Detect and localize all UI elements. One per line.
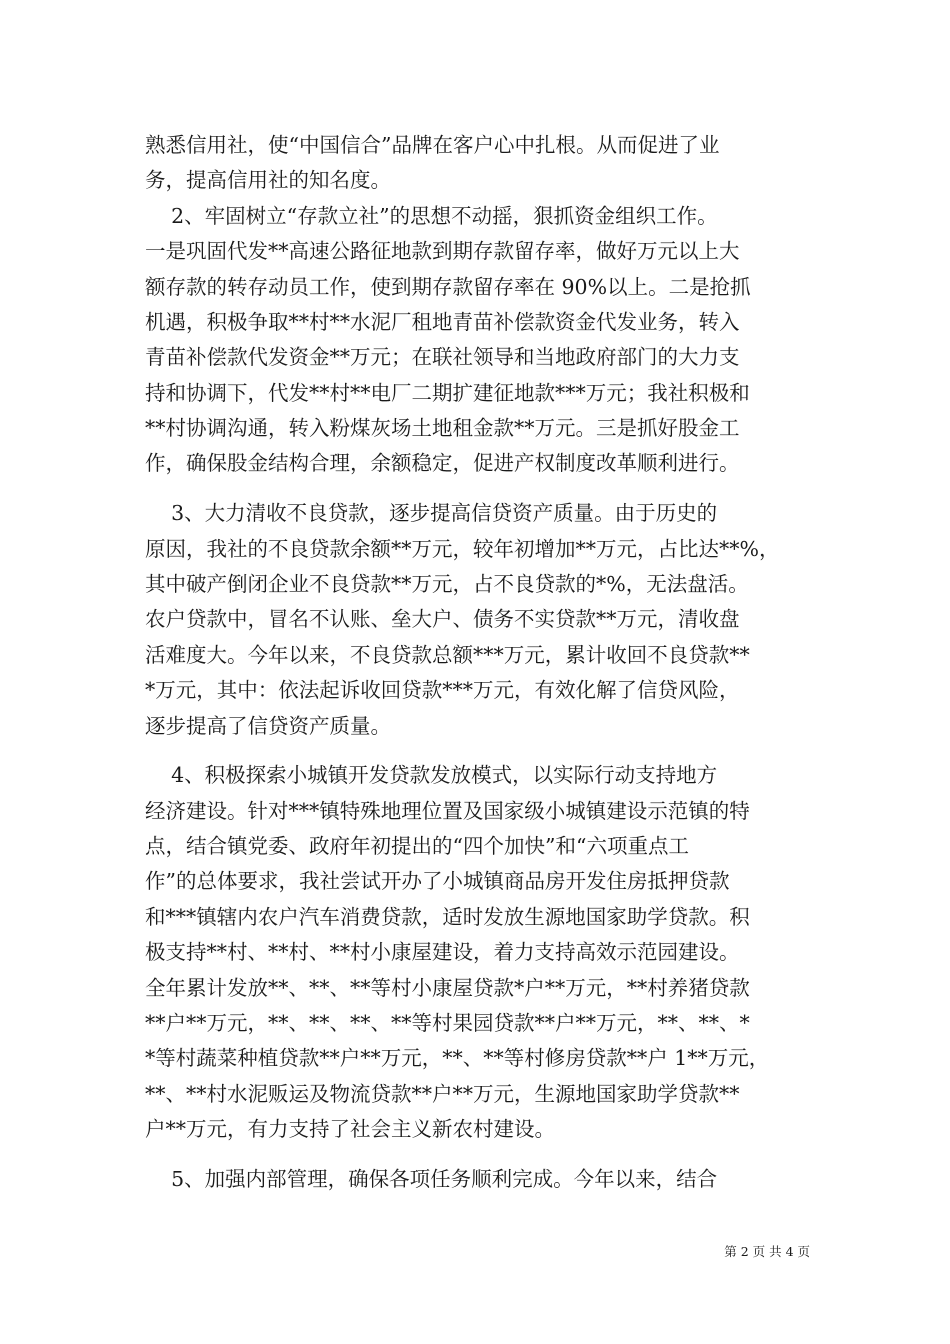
text-line: 作，确保股金结构合理，余额稳定，促进产权制度改革顺利进行。 [145,451,740,475]
text-line: 机遇，积极争取**村**水泥厂租地青苗补偿款资金代发业务，转入 [145,310,740,334]
text-line: 活难度大。今年以来，不良贷款总额***万元，累计收回不良贷款** [145,643,750,667]
text-line: 和***镇辖内农户汽车消费贷款，适时发放生源地国家助学贷款。积 [145,905,750,929]
text-line: 4、积极探索小城镇开发贷款发放模式，以实际行动支持地方 [145,763,718,787]
text-line: 点，结合镇党委、政府年初提出的“四个加快”和“六项重点工 [145,834,689,858]
text-line: *等村蔬菜种植贷款**户**万元，**、**等村修房贷款**户 1**万元， [145,1046,770,1070]
text-line: 青苗补偿款代发资金**万元；在联社领导和当地政府部门的大力支 [145,345,740,369]
page-footer: 第 2 页 共 4 页 [724,1244,810,1259]
text-line: 原因，我社的不良贷款余额**万元，较年初增加**万元，占比达**%， [145,537,780,561]
text-line: 5、加强内部管理，确保各项任务顺利完成。今年以来，结合 [145,1167,718,1191]
text-line: 户**万元，有力支持了社会主义新农村建设。 [145,1117,555,1141]
text-line: 逐步提高了信贷资产质量。 [145,714,391,738]
text-line: **村协调沟通，转入粉煤灰场土地租金款**万元。三是抓好股金工 [145,416,740,440]
text-line: 2、牢固树立“存款立社”的思想不动摇，狠抓资金组织工作。 [145,204,718,228]
text-line: 持和协调下，代发**村**电厂二期扩建征地款***万元；我社积极和 [145,381,750,405]
text-line: 额存款的转存动员工作，使到期存款留存率在 90%以上。二是抢抓 [145,275,751,299]
text-line: **、**村水泥贩运及物流贷款**户**万元，生源地国家助学贷款** [145,1082,740,1106]
text-line: 极支持**村、**村、**村小康屋建设，着力支持高效示范园建设。 [145,940,740,964]
text-line: 全年累计发放**、**、**等村小康屋贷款*户**万元，**村养猪贷款 [145,976,750,1000]
text-line: *万元，其中：依法起诉收回贷款***万元，有效化解了信贷风险， [145,678,740,702]
text-line: 务，提高信用社的知名度。 [145,168,391,192]
text-line: 一是巩固代发**高速公路征地款到期存款留存率，做好万元以上大 [145,239,740,263]
text-line: 熟悉信用社，使“中国信合”品牌在客户心中扎根。从而促进了业 [145,133,720,157]
text-line: 经济建设。针对***镇特殊地理位置及国家级小城镇建设示范镇的特 [145,799,750,823]
text-line: 3、大力清收不良贷款，逐步提高信贷资产质量。由于历史的 [145,501,718,525]
text-line: 农户贷款中，冒名不认账、垒大户、债务不实贷款**万元，清收盘 [145,607,740,631]
text-line: 其中破产倒闭企业不良贷款**万元，占不良贷款的*%，无法盘活。 [145,572,749,596]
text-line: **户**万元，**、**、**、**等村果园贷款**户**万元，**、**、* [145,1011,750,1035]
text-line: 作”的总体要求，我社尝试开办了小城镇商品房开发住房抵押贷款 [145,869,730,893]
